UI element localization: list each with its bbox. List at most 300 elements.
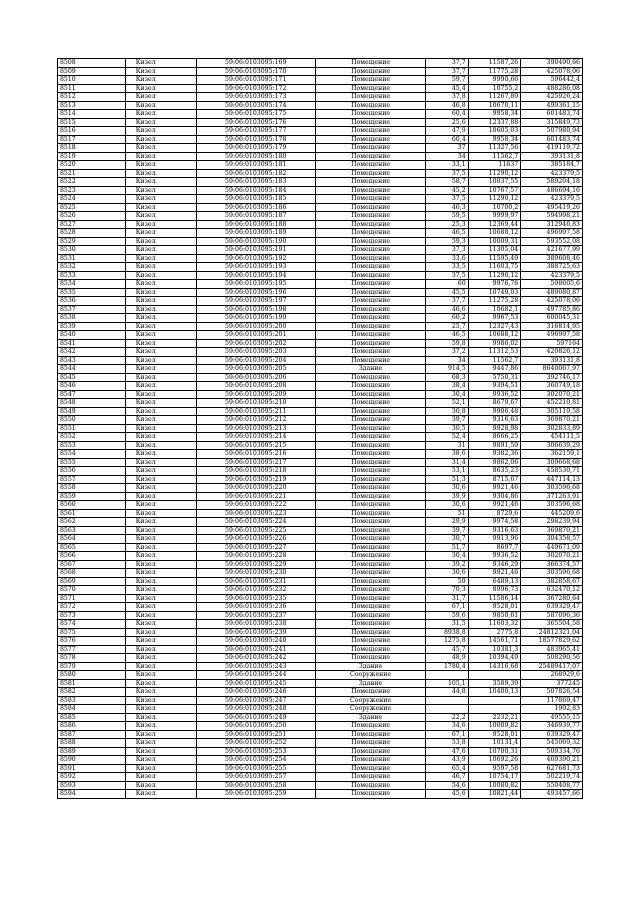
settlement-cell: Кизел (125, 577, 196, 586)
cadastral-value-cell: 593552,08 (521, 237, 583, 246)
cadastral-value-cell: 601483,74 (521, 135, 583, 144)
table-row (58, 492, 583, 501)
settlement-cell: Кизел (125, 781, 196, 790)
unit-value-cell (468, 696, 521, 705)
object-type-cell: Помещение (315, 59, 425, 68)
row-number-cell: 8535 (58, 288, 126, 297)
row-number-cell: 8578 (58, 654, 126, 663)
settlement-cell: Кизел (125, 297, 196, 306)
cadastral-number-cell: 59:06:0103095:224 (196, 518, 315, 527)
object-type-cell: Помещение (315, 84, 425, 93)
cadastral-number-cell: 59:06:0103095:237 (196, 611, 315, 620)
cadastral-number-cell: 59:06:0103095:243 (196, 662, 315, 671)
cadastral-value-cell: 486694,16 (521, 186, 583, 195)
object-type-cell: Помещение (315, 356, 425, 365)
table-row (58, 348, 583, 357)
area-cell (426, 671, 468, 680)
cadastral-number-cell: 59:06:0103095:241 (196, 645, 315, 654)
cadastral-number-cell: 59:06:0103095:245 (196, 679, 315, 688)
cadastral-value-cell: 302070,21 (521, 552, 583, 561)
settlement-cell: Кизел (125, 246, 196, 255)
area-cell: 60,4 (426, 110, 468, 119)
cadastral-number-cell: 59:06:0103095:227 (196, 543, 315, 552)
table-row (58, 246, 583, 255)
unit-value-cell: 9528,01 (468, 603, 521, 612)
cadastral-value-cell: 447114,13 (521, 475, 583, 484)
unit-value-cell: 9913,96 (468, 535, 521, 544)
unit-value-cell: 10009,31 (468, 237, 521, 246)
cadastral-number-cell: 59:06:0103095:206 (196, 373, 315, 382)
row-number-cell: 8515 (58, 118, 126, 127)
object-type-cell: Помещение (315, 484, 425, 493)
object-type-cell: Помещение (315, 322, 425, 331)
settlement-cell: Кизел (125, 611, 196, 620)
area-cell: 34 (426, 356, 468, 365)
row-number-cell: 8563 (58, 526, 126, 535)
area-cell: 38,4 (426, 382, 468, 391)
settlement-cell: Кизел (125, 356, 196, 365)
cadastral-value-cell: 594998,21 (521, 212, 583, 221)
cadastral-value-cell: 497785,86 (521, 305, 583, 314)
area-cell: 51,7 (426, 543, 468, 552)
area-cell: 31,5 (426, 620, 468, 629)
object-type-cell: Помещение (315, 305, 425, 314)
unit-value-cell: 9862,06 (468, 458, 521, 467)
table-row (58, 339, 583, 348)
settlement-cell: Кизел (125, 288, 196, 297)
row-number-cell: 8576 (58, 637, 126, 646)
cadastral-number-cell: 59:06:0103095:188 (196, 220, 315, 229)
table-row (58, 67, 583, 76)
settlement-cell: Кизел (125, 552, 196, 561)
unit-value-cell (468, 705, 521, 714)
cadastral-value-cell: 377245 (521, 679, 583, 688)
row-number-cell: 8554 (58, 450, 126, 459)
cadastral-number-cell: 59:06:0103095:183 (196, 178, 315, 187)
table-row (58, 722, 583, 731)
unit-value-cell: 10682,1 (468, 305, 521, 314)
cadastral-value-cell: 312946,83 (521, 220, 583, 229)
settlement-cell: Кизел (125, 458, 196, 467)
row-number-cell: 8540 (58, 331, 126, 340)
table-row (58, 399, 583, 408)
table-row (58, 739, 583, 748)
table-row (58, 93, 583, 102)
area-cell: 37,2 (426, 348, 468, 357)
settlement-cell: Кизел (125, 263, 196, 272)
settlement-cell: Кизел (125, 790, 196, 799)
table-row (58, 84, 583, 93)
object-type-cell: Помещение (315, 237, 425, 246)
table-row (58, 518, 583, 527)
unit-value-cell: 11595,49 (468, 254, 521, 263)
unit-value-cell: 10037,55 (468, 178, 521, 187)
cadastral-value-cell: 597164 (521, 339, 583, 348)
row-number-cell: 8581 (58, 679, 126, 688)
cadastral-number-cell: 59:06:0103095:191 (196, 246, 315, 255)
row-number-cell: 8543 (58, 356, 126, 365)
object-type-cell: Помещение (315, 101, 425, 110)
settlement-cell: Кизел (125, 484, 196, 493)
row-number-cell: 8583 (58, 696, 126, 705)
area-cell: 51,3 (426, 475, 468, 484)
cadastral-value-cell: 346939,77 (521, 722, 583, 731)
cadastral-value-cell: 392746,17 (521, 373, 583, 382)
area-cell: 67,1 (426, 730, 468, 739)
unit-value-cell: 10700,31 (468, 747, 521, 756)
area-cell: 59,8 (426, 339, 468, 348)
settlement-cell: Кизел (125, 365, 196, 374)
table-row (58, 543, 583, 552)
unit-value-cell: 9921,46 (468, 484, 521, 493)
settlement-cell: Кизел (125, 271, 196, 280)
row-number-cell: 8577 (58, 645, 126, 654)
row-number-cell: 8531 (58, 254, 126, 263)
settlement-cell: Кизел (125, 76, 196, 85)
cadastral-number-cell: 59:06:0103095:229 (196, 560, 315, 569)
table-row (58, 169, 583, 178)
area-cell: 43,9 (426, 756, 468, 765)
cadastral-value-cell: 369870,21 (521, 526, 583, 535)
unit-value-cell: 10670,11 (468, 101, 521, 110)
row-number-cell: 8560 (58, 501, 126, 510)
unit-value-cell: 14316,68 (468, 662, 521, 671)
settlement-cell: Кизел (125, 118, 196, 127)
object-type-cell: Помещение (315, 586, 425, 595)
area-cell: 25,3 (426, 220, 468, 229)
area-cell: 65,4 (426, 764, 468, 773)
unit-value-cell: 12337,88 (468, 118, 521, 127)
cadastral-value-cell: 458530,71 (521, 467, 583, 476)
object-type-cell: Помещение (315, 637, 425, 646)
cadastral-number-cell: 59:06:0103095:182 (196, 169, 315, 178)
table-row (58, 756, 583, 765)
cadastral-value-cell: 483965,41 (521, 645, 583, 654)
unit-value-cell: 10009,82 (468, 722, 521, 731)
table-row (58, 356, 583, 365)
row-number-cell: 8569 (58, 577, 126, 586)
settlement-cell: Кизел (125, 433, 196, 442)
cadastral-number-cell: 59:06:0103095:228 (196, 552, 315, 561)
object-type-cell: Помещение (315, 382, 425, 391)
unit-value-cell: 11775,28 (468, 67, 521, 76)
settlement-cell: Кизел (125, 339, 196, 348)
table-row (58, 271, 583, 280)
cadastral-value-cell: 298239,94 (521, 518, 583, 527)
object-type-cell: Помещение (315, 773, 425, 782)
cadastral-value-cell: 302070,21 (521, 390, 583, 399)
unit-value-cell: 11603,75 (468, 263, 521, 272)
area-cell: 37 (426, 144, 468, 153)
cadastral-value-cell: 449671,09 (521, 543, 583, 552)
unit-value-cell: 9921,46 (468, 569, 521, 578)
table-row (58, 611, 583, 620)
row-number-cell: 8518 (58, 144, 126, 153)
settlement-cell: Кизел (125, 169, 196, 178)
row-number-cell: 8508 (58, 59, 126, 68)
row-number-cell: 8593 (58, 781, 126, 790)
unit-value-cell: 6489,13 (468, 577, 521, 586)
table-row (58, 560, 583, 569)
cadastral-value-cell: 419119,72 (521, 144, 583, 153)
area-cell: 30,6 (426, 569, 468, 578)
unit-value-cell: 11587,26 (468, 59, 521, 68)
cadastral-value-cell: 454111,5 (521, 433, 583, 442)
area-cell: 59,6 (426, 611, 468, 620)
cadastral-number-cell: 59:06:0103095:214 (196, 433, 315, 442)
area-cell: 48,9 (426, 654, 468, 663)
table-row (58, 161, 583, 170)
cadastral-value-cell: 425926,24 (521, 93, 583, 102)
unit-value-cell: 9921,46 (468, 501, 521, 510)
settlement-cell: Кизел (125, 373, 196, 382)
cadastral-value-cell: 488286,08 (521, 84, 583, 93)
unit-value-cell: 10605,03 (468, 127, 521, 136)
table-row (58, 280, 583, 289)
row-number-cell: 8552 (58, 433, 126, 442)
unit-value-cell: 11267,89 (468, 93, 521, 102)
area-cell: 60 (426, 280, 468, 289)
cadastral-number-cell: 59:06:0103095:195 (196, 280, 315, 289)
settlement-cell: Кизел (125, 501, 196, 510)
area-cell: 37,3 (426, 246, 468, 255)
area-cell: 52,1 (426, 399, 468, 408)
settlement-cell: Кизел (125, 220, 196, 229)
table-row (58, 229, 583, 238)
cadastral-number-cell: 59:06:0103095:177 (196, 127, 315, 136)
table-row (58, 747, 583, 756)
unit-value-cell: 9986,02 (468, 339, 521, 348)
object-type-cell: Помещение (315, 186, 425, 195)
table-row (58, 416, 583, 425)
table-row (58, 76, 583, 85)
area-cell: 45,4 (426, 84, 468, 93)
unit-value-cell: 8697,7 (468, 543, 521, 552)
unit-value-cell: 11305,04 (468, 246, 521, 255)
settlement-cell: Кизел (125, 492, 196, 501)
cadastral-number-cell: 59:06:0103095:216 (196, 450, 315, 459)
row-number-cell: 8556 (58, 467, 126, 476)
settlement-cell: Кизел (125, 305, 196, 314)
unit-value-cell: 9958,34 (468, 110, 521, 119)
row-number-cell: 8589 (58, 747, 126, 756)
row-number-cell: 8553 (58, 441, 126, 450)
settlement-cell: Кизел (125, 773, 196, 782)
cadastral-number-cell: 59:06:0103095:186 (196, 203, 315, 212)
unit-value-cell: 9850,61 (468, 611, 521, 620)
settlement-cell: Кизел (125, 756, 196, 765)
settlement-cell: Кизел (125, 586, 196, 595)
object-type-cell: Помещение (315, 373, 425, 382)
row-number-cell: 8541 (58, 339, 126, 348)
area-cell: 30,7 (426, 535, 468, 544)
settlement-cell: Кизел (125, 730, 196, 739)
unit-value-cell: 9382,36 (468, 450, 521, 459)
cadastral-number-cell: 59:06:0103095:190 (196, 237, 315, 246)
settlement-cell: Кизел (125, 135, 196, 144)
cadastral-value-cell: 589204,18 (521, 178, 583, 187)
settlement-cell: Кизел (125, 203, 196, 212)
table-row (58, 195, 583, 204)
settlement-cell: Кизел (125, 688, 196, 697)
area-cell: 54,6 (426, 781, 468, 790)
settlement-cell: Кизел (125, 535, 196, 544)
settlement-cell: Кизел (125, 475, 196, 484)
area-cell: 51 (426, 509, 468, 518)
object-type-cell: Помещение (315, 127, 425, 136)
object-type-cell: Помещение (315, 314, 425, 323)
settlement-cell: Кизел (125, 390, 196, 399)
unit-value-cell: 9990,66 (468, 76, 521, 85)
object-type-cell: Помещение (315, 110, 425, 119)
unit-value-cell: 11562,7 (468, 152, 521, 161)
unit-value-cell: 10755,2 (468, 84, 521, 93)
area-cell: 39,7 (426, 526, 468, 535)
area-cell: 53,1 (426, 467, 468, 476)
object-type-cell: Помещение (315, 492, 425, 501)
area-cell: 70,3 (426, 586, 468, 595)
unit-value-cell: 10688,12 (468, 331, 521, 340)
cadastral-number-cell: 59:06:0103095:244 (196, 671, 315, 680)
row-number-cell: 8539 (58, 322, 126, 331)
table-row (58, 101, 583, 110)
unit-value-cell: 11562,7 (468, 356, 521, 365)
cadastral-value-cell: 632470,12 (521, 586, 583, 595)
unit-value-cell: 8715,67 (468, 475, 521, 484)
cadastral-number-cell: 59:06:0103095:200 (196, 322, 315, 331)
cadastral-value-cell: 305119,58 (521, 407, 583, 416)
cadastral-number-cell: 59:06:0103095:212 (196, 416, 315, 425)
unit-value-cell: 11275,28 (468, 297, 521, 306)
settlement-cell: Кизел (125, 747, 196, 756)
cadastral-number-cell: 59:06:0103095:187 (196, 212, 315, 221)
cadastral-number-cell: 59:06:0103095:211 (196, 407, 315, 416)
unit-value-cell: 8679,67 (468, 399, 521, 408)
row-number-cell: 8511 (58, 84, 126, 93)
unit-value-cell: 10749,03 (468, 288, 521, 297)
settlement-cell: Кизел (125, 237, 196, 246)
table-row (58, 186, 583, 195)
settlement-cell: Кизел (125, 509, 196, 518)
object-type-cell: Помещение (315, 722, 425, 731)
cadastral-value-cell: 596442,4 (521, 76, 583, 85)
cadastral-value-cell: 639329,47 (521, 730, 583, 739)
row-number-cell: 8590 (58, 756, 126, 765)
object-type-cell: Помещение (315, 552, 425, 561)
cadastral-number-cell: 59:06:0103095:205 (196, 365, 315, 374)
cadastral-value-cell: 421677,99 (521, 246, 583, 255)
cadastral-number-cell: 59:06:0103095:232 (196, 586, 315, 595)
settlement-cell: Кизел (125, 212, 196, 221)
cadastral-number-cell: 59:06:0103095:189 (196, 229, 315, 238)
area-cell: 33,1 (426, 161, 468, 170)
unit-value-cell: 9447,86 (468, 365, 521, 374)
object-type-cell: Помещение (315, 594, 425, 603)
object-type-cell: Помещение (315, 297, 425, 306)
object-type-cell: Помещение (315, 509, 425, 518)
cadastral-value-cell: 49555,15 (521, 713, 583, 722)
row-number-cell: 8591 (58, 764, 126, 773)
settlement-cell: Кизел (125, 110, 196, 119)
cadastral-value-cell: 18577829,62 (521, 637, 583, 646)
row-number-cell: 8561 (58, 509, 126, 518)
row-number-cell: 8523 (58, 186, 126, 195)
settlement-cell: Кизел (125, 127, 196, 136)
area-cell: 46,5 (426, 331, 468, 340)
object-type-cell: Помещение (315, 288, 425, 297)
area-cell: 33,6 (426, 254, 468, 263)
row-number-cell: 8529 (58, 237, 126, 246)
settlement-cell: Кизел (125, 186, 196, 195)
settlement-cell: Кизел (125, 195, 196, 204)
row-number-cell: 8571 (58, 594, 126, 603)
cadastral-value-cell: 550408,77 (521, 781, 583, 790)
area-cell: 46,6 (426, 305, 468, 314)
area-cell: 60,2 (426, 314, 468, 323)
area-cell: 30,4 (426, 552, 468, 561)
object-type-cell: Помещение (315, 450, 425, 459)
cadastral-value-cell: 507826,54 (521, 688, 583, 697)
object-type-cell: Помещение (315, 246, 425, 255)
table-row (58, 135, 583, 144)
row-number-cell: 8570 (58, 586, 126, 595)
settlement-cell: Кизел (125, 654, 196, 663)
cadastral-value-cell: 302833,89 (521, 424, 583, 433)
settlement-cell: Кизел (125, 314, 196, 323)
cadastral-number-cell: 59:06:0103095:223 (196, 509, 315, 518)
cadastral-number-cell: 59:06:0103095:173 (196, 93, 315, 102)
row-number-cell: 8517 (58, 135, 126, 144)
area-cell: 60,4 (426, 135, 468, 144)
cadastral-value-cell: 495419,26 (521, 203, 583, 212)
object-type-cell: Помещение (315, 229, 425, 238)
settlement-cell: Кизел (125, 467, 196, 476)
table-row (58, 407, 583, 416)
cadastral-value-cell: 639329,47 (521, 603, 583, 612)
unit-value-cell: 12327,43 (468, 322, 521, 331)
cadastral-value-cell: 8640067,97 (521, 365, 583, 374)
area-cell: 58,7 (426, 178, 468, 187)
settlement-cell: Кизел (125, 441, 196, 450)
table-row (58, 254, 583, 263)
settlement-cell: Кизел (125, 382, 196, 391)
cadastral-value-cell: 508290,56 (521, 654, 583, 663)
row-number-cell: 8530 (58, 246, 126, 255)
cadastral-value-cell: 499361,15 (521, 101, 583, 110)
settlement-cell: Кизел (125, 450, 196, 459)
cadastral-number-cell: 59:06:0103095:193 (196, 263, 315, 272)
table-row (58, 237, 583, 246)
cadastral-value-cell: 452210,81 (521, 399, 583, 408)
cadastral-value-cell: 303596,68 (521, 484, 583, 493)
unit-value-cell: 10080,82 (468, 781, 521, 790)
settlement-cell: Кизел (125, 322, 196, 331)
row-number-cell: 8592 (58, 773, 126, 782)
table-row (58, 475, 583, 484)
table-row (58, 688, 583, 697)
table-row (58, 569, 583, 578)
area-cell: 45,7 (426, 645, 468, 654)
area-cell: 59 (426, 577, 468, 586)
object-type-cell: Помещение (315, 263, 425, 272)
object-type-cell: Помещение (315, 390, 425, 399)
cadastral-number-cell: 59:06:0103095:231 (196, 577, 315, 586)
area-cell: 37,7 (426, 59, 468, 68)
table-row (58, 144, 583, 153)
cadastral-value-cell: 627681,73 (521, 764, 583, 773)
unit-value-cell: 9976,76 (468, 280, 521, 289)
area-cell: 30,6 (426, 484, 468, 493)
